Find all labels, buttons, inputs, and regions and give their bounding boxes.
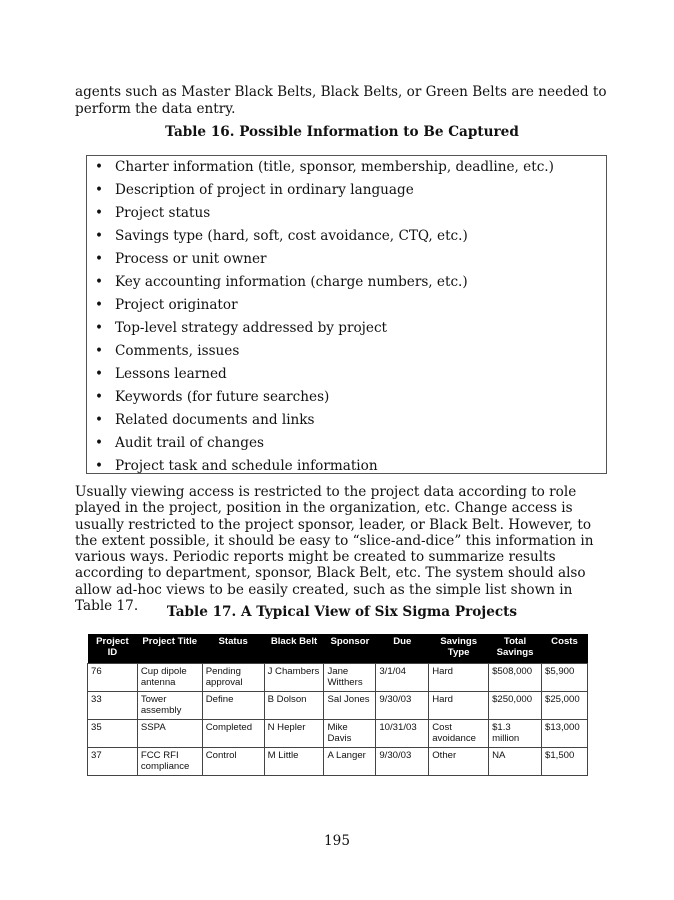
bullet-icon: • [95,435,104,451]
list-item: • Project status [95,205,211,221]
table-cell: $508,000 [489,663,542,691]
table16-list [86,155,607,474]
table-cell: B Dolson [264,691,324,719]
table-header-row [88,634,588,663]
list-item: • Keywords (for future searches) [95,389,330,405]
table-cell: M Little [264,747,324,775]
table-cell: 33 [88,691,138,719]
table-cell: Control [202,747,264,775]
bullet-icon: • [95,389,104,405]
bullet-icon: • [95,366,104,382]
list-item: • Savings type (hard, soft, cost avoidance, CTQ, etc.) [95,228,468,244]
list-item: • Project task and schedule information [95,458,378,474]
list-item: • Process or unit owner [95,251,267,267]
bullet-icon: • [95,343,104,359]
table-row [88,691,588,719]
body-paragraph: Usually viewing access is restricted to the project data according to role played in the project, position in the organization, etc. Change access is usually restricted to the project sponsor, leader, or Black Belt. However, to the extent possible, it should be easy to “slice-and-dice” this information in various ways. Periodic reports might be created to summarize results according to department, sponsor, Black Belt, etc. The system should also allow ad-hoc views to be easily created, such as the simple list shown in Table 17. [75,484,594,615]
table-cell: N Hepler [264,719,324,747]
table-cell: Mike Davis [324,719,376,747]
list-item: • Audit trail of changes [95,435,264,451]
table-cell: $1,500 [541,747,587,775]
table-cell: FCC RFI compliance [137,747,202,775]
table-cell: 35 [88,719,138,747]
table-row [88,719,588,747]
bullet-icon: • [95,274,104,290]
table-row [88,747,588,775]
table-cell: Cup dipole antenna [137,663,202,691]
list-item: • Related documents and links [95,412,315,428]
table-cell: 9/30/03 [376,747,429,775]
list-item: • Top-level strategy addressed by project [95,320,388,336]
table-cell: 10/31/03 [376,719,429,747]
table-cell: SSPA [137,719,202,747]
table-cell: Jane Witthers [324,663,376,691]
table-cell: Completed [202,719,264,747]
table-cell: $1.3 million [489,719,542,747]
table-cell: A Langer [324,747,376,775]
bullet-icon: • [95,320,104,336]
column-header: Sponsor [324,634,376,663]
table-cell: $25,000 [541,691,587,719]
table-cell: Define [202,691,264,719]
bullet-icon: • [95,228,104,244]
column-header: Project ID [88,634,138,663]
table17-caption: Table 17. A Typical View of Six Sigma Projects [166,604,518,620]
list-item: • Charter information (title, sponsor, membership, deadline, etc.) [95,159,554,175]
table-cell: Other [429,747,489,775]
column-header: Project Title [137,634,202,663]
column-header: Due [376,634,429,663]
column-header: Savings Type [429,634,489,663]
table-cell: $13,000 [541,719,587,747]
table-cell: Tower assembly [137,691,202,719]
bullet-icon: • [95,297,104,313]
table-cell: $250,000 [489,691,542,719]
projects-table [87,634,588,776]
bullet-icon: • [95,205,104,221]
column-header: Costs [541,634,587,663]
page-number: 195 [324,833,350,849]
table-cell: Cost avoidance [429,719,489,747]
list-item: • Key accounting information (charge numbers, etc.) [95,274,468,290]
table-cell: 3/1/04 [376,663,429,691]
column-header: Black Belt [264,634,324,663]
list-item: • Lessons learned [95,366,227,382]
table-cell: 76 [88,663,138,691]
list-item: • Project originator [95,297,238,313]
table-cell: NA [489,747,542,775]
table-cell: 37 [88,747,138,775]
intro-paragraph: agents such as Master Black Belts, Black Belts, or Green Belts are needed to perform the data entry. [75,84,607,117]
bullet-icon: • [95,412,104,428]
bullet-icon: • [95,251,104,267]
table-cell: Hard [429,663,489,691]
bullet-icon: • [95,159,104,175]
table-cell: Pending approval [202,663,264,691]
table-cell: 9/30/03 [376,691,429,719]
list-item: • Comments, issues [95,343,240,359]
table-cell: Sal Jones [324,691,376,719]
table-cell: Hard [429,691,489,719]
bullet-icon: • [95,458,104,474]
table-cell: $5,900 [541,663,587,691]
list-item: • Description of project in ordinary language [95,182,414,198]
column-header: Status [202,634,264,663]
table16-caption: Table 16. Possible Information to Be Captured [165,124,519,140]
table-row [88,663,588,691]
bullet-icon: • [95,182,104,198]
table-cell: J Chambers [264,663,324,691]
column-header: Total Savings [489,634,542,663]
